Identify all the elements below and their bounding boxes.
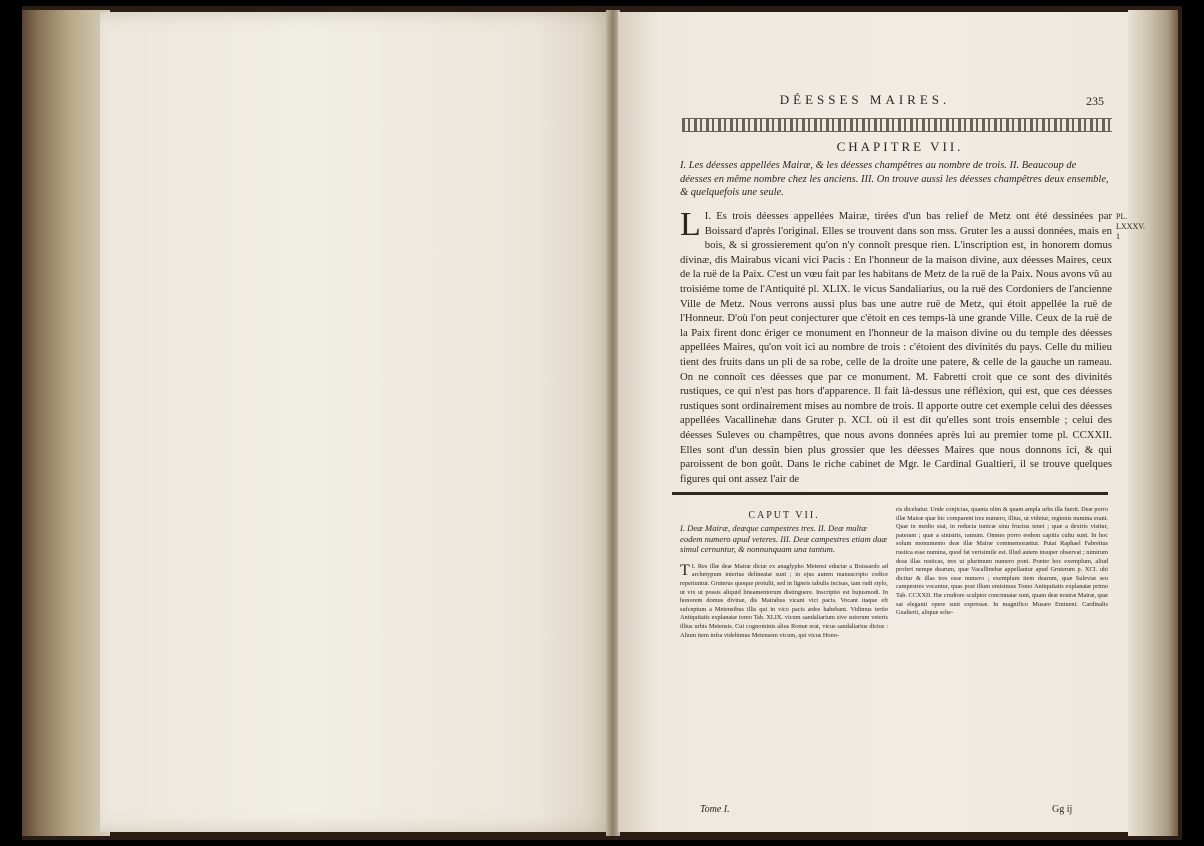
latin-drop-capital: T — [680, 561, 690, 579]
paragraph-number: I. — [704, 210, 712, 222]
left-page-blank — [100, 12, 612, 832]
latin-body-right: ris dicebatur. Unde conjicias, quanta olim & quam ampla urbs illa fuerit. Deæ porro illæ Mairæ quæ hic comparent tres numero, illius, ut videtur, regionis numina erant. Quæ in medio stat, in reducta tunicæ sinu fructus tenet ; quæ a dextris visitur, pateram ; quæ a sinistris, ramum. Omnes porro eodem capitis cultu sunt. In hoc solum monumento deæ illæ Mairæ commemorantur. Putat Raphael Fabrettus rustica esse numina, quod fat verisimile est. Illud autem insuper observat ; nimirum deas illas rusticas, tres ut plurimum numero poni. Præter hoc exemplum, aliud profert nempe dearum, quæ Vacallinehæ appellantur apud Gruterum p. XCI. ubi dicitur & illas tres esse numero ; exemplum item dearum, quæ Suleviæ seu campestres vocantur, quas post illum emisimus Tomo Antiquitatis explanatæ primo Tab. CCXXII. Hæ crudiore sculptor concinnatæ sunt, quam deæ nostræ Mairæ, quæ sat eleganti opere sunt expressæ. In magnifico Musæo Eminent. Cardinalis Gualterii, aliquæ sche- — [896, 506, 1108, 617]
plate-margin-note: PL. LXXXV. 1 — [1116, 212, 1145, 241]
signature-mark: Gg ij — [1052, 804, 1073, 815]
latin-body-left-text: Res illæ deæ Mairæ dictæ ex anaglypho Metensi eductæ a Boissardo ad archetypum interius delineatæ sunt ; in ejus autem manuscripto codice reperiuntur. Gruterus quoque protulit, sed in ligneis tabulis incisas, tam rudi stylo, ut vix ut possis aliquid lineamentorum distinguere. Inscriptio est hujusmodi. In honorem domus divinæ, dis Mairabus vicani vici pacis. Vocant itaque eft sufceptum a Metensibus illis qui in vico pacis ædes habebant. Vidimus tertio Antiquitatis explanatæ tomo Tab. XLIX. vicum sandaliarium sive sutorum veteris illius urbis Metensis. Cui cognominis alius Romæ erat, vicus sandaliarius dictus : Alium item infra videbimus Metensem vicum, qui vicus Hono- — [680, 562, 888, 639]
latin-paragraph-number: I. — [691, 562, 696, 570]
latin-column-left — [680, 510, 888, 640]
latin-body-left — [680, 563, 888, 640]
latin-summary: I. Deæ Mairæ, deæque campestres tres. II. Deæ multæ eodem numero apud veteres. III. Deæ campestres etiam duæ simul cernuntur, & nonnunquam una tantum. — [680, 523, 888, 555]
right-page-edges — [1128, 10, 1178, 836]
page-number: 235 — [1086, 94, 1104, 108]
french-body: Es trois déesses appellées Mairæ, tirées d'un bas relief de Metz ont été dessinées par Boissard d'après l'original. Elles se trouvent dans son mss. Gruter les a aussi données, mais en bois, & si grossierement qu'on n'y connoît presque rien. L'inscription est, in honorem domus divinæ, dis Mairabus vicani vici Pacis : En l'honneur de la maison divine, aux déesses Maires, ceux de la ruë de la Paix. C'est un vœu fait par les habitans de Metz de la ruë de la Paix. Nous avons vû au troisiéme tome de l'Antiquité pl. XLIX. le vicus Sandaliarius, ou la ruë des Cordoniers de l'ancienne Ville de Metz. Nous verrons aussi plus bas une autre ruë de Metz, qui étoit appellée la ruë de l'Honneur. D'où l'on peut conjecturer que c'étoit en ces temps-là une grande Ville. Ceux de la ruë de la Paix firent donc ériger ce monument en l'honneur de la maison divine ou du temple des déesses appellées Maires, qu'on voit ici au nombre de trois : c'étoient des divinités du pays. Celle du milieu tient des fruits dans un pli de sa robe, celle de la droite une patere, & celle de la gauche un rameau. On ne connoît ces déesses que par ce monument. M. Fabretti croit que ce sont des divinités rustiques, ce qui n'est pas hors d'apparence. Il fait là-dessus une réfléxion, qui est, que ces déesses rustiques sont ordinairement mises au nombre de trois. Il apporte outre cet exemple celui des déesses appellées Vacallinehæ dans Gruter p. XCI. où il est dit qu'elles sont trois ensemble ; celui des déesses Suleves ou champêtres, que nous avons données après lui au premier tome pl. CCXXII. Elles sont d'un dessin bien plus grossier que les déesses Maires que nous donnons ici, & qui paroissent de bon goût. Dans le riche cabinet de Mgr. le Cardinal Gualtieri, il se trouve quelques figures qui ont assez l'air de — [680, 210, 1113, 485]
left-page-edges — [22, 10, 110, 836]
ornamental-band — [682, 118, 1112, 132]
chapter-summary: I. Les déesses appellées Mairæ, & les déesses champêtres au nombre de trois. II. Beaucoup de déesses en même nombre chez les anciens. III. On trouve aussi les déesses champêtres deux ensemble, & quelquefois une seule. — [680, 160, 1109, 199]
section-rule — [672, 492, 1108, 495]
tome-label: Tome I. — [700, 804, 730, 815]
latin-column-right — [896, 506, 1108, 618]
running-head: DÉESSES MAIRES. — [779, 92, 951, 107]
drop-capital: L — [680, 206, 701, 243]
french-body-text — [680, 206, 1113, 486]
latin-chapter-title: CAPUT VII. — [748, 510, 820, 521]
chapter-title: CHAPITRE VII. — [836, 139, 964, 154]
